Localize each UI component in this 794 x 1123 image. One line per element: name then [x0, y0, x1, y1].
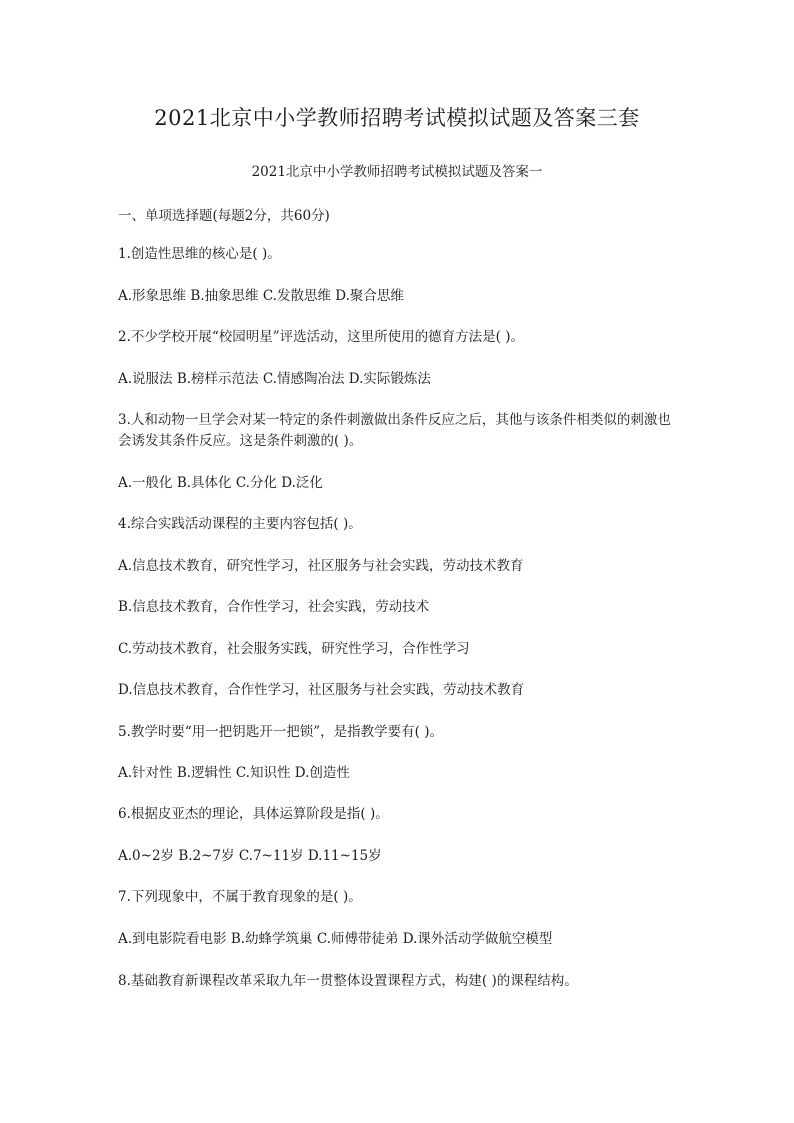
question-2-options: A.说服法 B.榜样示范法 C.情感陶冶法 D.实际锻炼法 — [118, 371, 431, 387]
question-4-option-d: D.信息技术教育，合作性学习，社区服务与社会实践，劳动技术教育 — [118, 682, 525, 698]
question-5-options: A.针对性 B.逻辑性 C.知识性 D.创造性 — [118, 765, 350, 781]
question-4-stem: 4.综合实践活动课程的主要内容包括( )。 — [118, 516, 362, 532]
question-4-option-a: A.信息技术教育，研究性学习，社区服务与社会实践，劳动技术教育 — [118, 558, 524, 574]
question-1-options: A.形象思维 B.抽象思维 C.发散思维 D.聚合思维 — [118, 288, 404, 304]
question-6-options: A.0~2岁 B.2~7岁 C.7~11岁 D.11~15岁 — [118, 848, 382, 864]
question-1-stem: 1.创造性思维的核心是( )。 — [118, 246, 281, 262]
question-3-stem: 3.人和动物一旦学会对某一特定的条件刺激做出条件反应之后，其他与该条件相类似的刺激也会诱发其条件反应。这是条件刺激的( )。 — [118, 412, 671, 449]
question-7-stem: 7.下列现象中，不属于教育现象的是( )。 — [118, 889, 362, 905]
question-5-stem: 5.教学时要“用一把钥匙开一把锁”，是指教学要有( )。 — [118, 724, 444, 740]
page-title: 2021北京中小学教师招聘考试模拟试题及答案三套 — [154, 106, 640, 130]
question-4-option-b: B.信息技术教育，合作性学习，社会实践，劳动技术 — [118, 599, 430, 615]
question-6-stem: 6.根据皮亚杰的理论，具体运算阶段是指( )。 — [118, 806, 389, 822]
question-3-options: A.一般化 B.具体化 C.分化 D.泛化 — [118, 475, 323, 491]
question-4-option-c: C.劳动技术教育，社会服务实践，研究性学习，合作性学习 — [118, 641, 470, 657]
question-8-stem: 8.基础教育新课程改革采取九年一贯整体设置课程方式，构建( )的课程结构。 — [118, 973, 578, 989]
section-heading: 一、单项选择题(每题2分，共60分) — [118, 208, 330, 224]
question-2-stem: 2.不少学校开展“校园明星”评选活动，这里所使用的德育方法是( )。 — [118, 329, 525, 345]
question-7-options: A.到电影院看电影 B.幼蜂学筑巢 C.师傅带徒弟 D.课外活动学做航空模型 — [118, 931, 553, 947]
page-subtitle: 2021北京中小学教师招聘考试模拟试题及答案一 — [251, 164, 543, 180]
